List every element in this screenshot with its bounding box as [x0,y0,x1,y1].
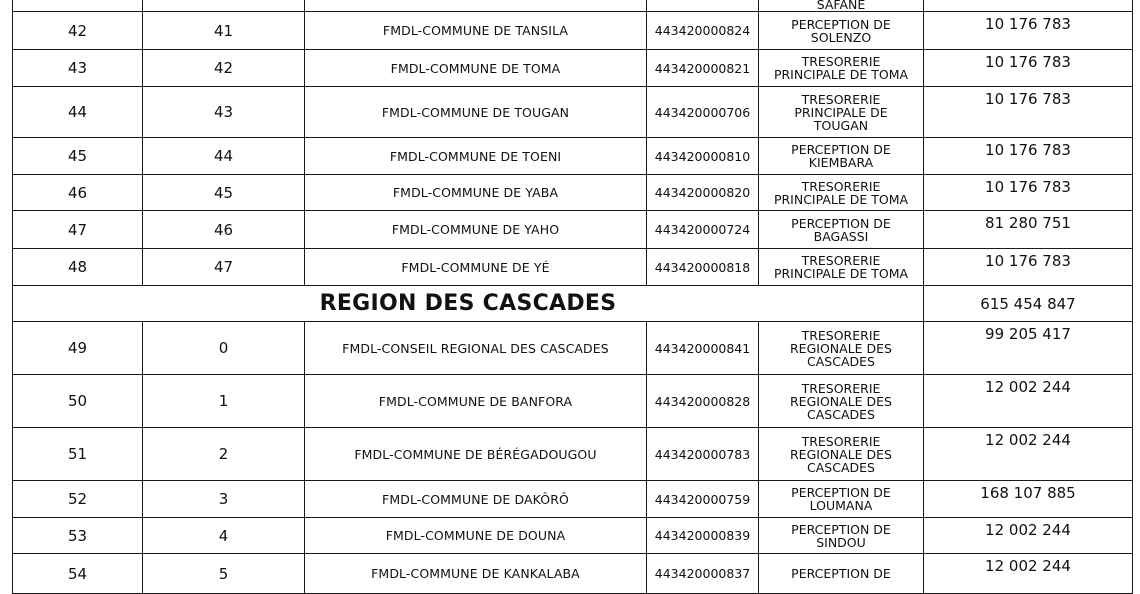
poste-line: PRINCIPALE DE TOMA [773,266,909,281]
region-total: 615 454 847 [924,286,1133,322]
beneficiary-cell: FMDL-COMMUNE DE DAKÔRÔ [305,481,647,518]
account-cell: 443420000828 [647,375,759,428]
poste-line: TRESORERIE [801,54,881,69]
poste-line: PERCEPTION DE [791,521,891,537]
table-row [13,518,1133,554]
poste-cell [759,375,924,428]
commune-index-cell: 1 [143,375,305,428]
poste-line: CASCADES [807,406,875,422]
table-row [13,554,1133,594]
poste-line: CASCADES [807,459,875,475]
poste-cell [759,249,924,286]
commune-index-cell: 45 [143,175,305,211]
table-row [13,12,1133,50]
poste-line: REGIONALE DES [790,446,892,462]
beneficiary-cell: FMDL-COMMUNE DE KANKALABA [305,554,647,594]
beneficiary-cell: FMDL-COMMUNE DE DOUNA [305,518,647,554]
row-number-cell: 48 [13,249,143,286]
poste-line: BAGASSI [813,228,869,244]
amount-cell: 81 280 751 [924,211,1133,249]
table-row [13,322,1133,375]
row-number-cell: 42 [13,12,143,50]
account-cell: 443420000837 [647,554,759,594]
poste-line: LOUMANA [809,498,873,513]
table-row [13,87,1133,138]
row-number-cell: 49 [13,322,143,375]
table-row [13,428,1133,481]
poste-line: REGIONALE DES [790,393,892,409]
poste-cell [759,175,924,211]
allocation-table [12,0,1133,594]
row-number-cell: 52 [13,481,143,518]
table-row [13,211,1133,249]
beneficiary-cell: FMDL-COMMUNE DE TOENI [305,138,647,175]
table-row-partial-top [13,0,1133,12]
amount-cell [924,0,1133,12]
commune-index-cell: 44 [143,138,305,175]
table-row [13,249,1133,286]
commune-index-cell: 5 [143,554,305,594]
poste-cell [759,50,924,87]
poste-line: PERCEPTION DE [791,485,891,500]
poste-line: SINDOU [816,534,866,550]
commune-index-cell: 3 [143,481,305,518]
poste-line: REGIONALE DES [790,340,892,356]
poste-cell [759,322,924,375]
beneficiary-cell: FMDL-COMMUNE DE YÉ [305,249,647,286]
table-row [13,175,1133,211]
poste-cell [759,481,924,518]
row-number-cell: 54 [13,554,143,594]
account-cell: 443420000821 [647,50,759,87]
account-cell: 443420000818 [647,249,759,286]
account-cell: 443420000841 [647,322,759,375]
poste-cell [759,138,924,175]
commune-index-cell: 47 [143,249,305,286]
table-body [13,0,1133,594]
row-number-cell: 45 [13,138,143,175]
beneficiary-cell: FMDL-COMMUNE DE YABA [305,175,647,211]
amount-cell: 12 002 244 [924,518,1133,554]
poste-line: PERCEPTION DE [791,215,891,231]
row-number-cell: 47 [13,211,143,249]
commune-index-cell: 4 [143,518,305,554]
poste-line: TRESORERIE [801,91,881,107]
beneficiary-cell: FMDL-COMMUNE DE TOMA [305,50,647,87]
poste-line: PRINCIPALE DE TOMA [773,67,909,82]
commune-index-cell: 0 [143,322,305,375]
amount-cell: 168 107 885 [924,481,1133,518]
amount-cell: 10 176 783 [924,175,1133,211]
poste-line: TOUGAN [813,117,869,133]
commune-index-cell: 42 [143,50,305,87]
beneficiary-cell: FMDL-COMMUNE DE YAHO [305,211,647,249]
table-row [13,481,1133,518]
commune-index-cell: 43 [143,87,305,138]
row-number-cell: 44 [13,87,143,138]
beneficiary-cell: FMDL-COMMUNE DE BANFORA [305,375,647,428]
poste-line: SAFANE [816,0,866,12]
poste-line: PRINCIPALE DE TOMA [773,191,909,207]
commune-index-cell: 2 [143,428,305,481]
beneficiary-cell: FMDL-COMMUNE DE BÉRÉGADOUGOU [305,428,647,481]
poste-line: CASCADES [807,353,875,369]
poste-cell [759,518,924,554]
poste-line: PERCEPTION DE [791,16,891,32]
poste-line: TRESORERIE [801,380,881,396]
account-cell: 443420000783 [647,428,759,481]
commune-index-cell: 41 [143,12,305,50]
account-cell: 443420000759 [647,481,759,518]
row-number-cell: 50 [13,375,143,428]
poste-line: SOLENZO [810,29,872,45]
poste-line: TRESORERIE [801,178,881,194]
account-cell: 443420000810 [647,138,759,175]
poste-line: TRESORERIE [801,327,881,343]
poste-line: PERCEPTION DE [791,142,891,157]
amount-cell: 10 176 783 [924,249,1133,286]
beneficiary-cell [305,0,647,12]
amount-cell: 10 176 783 [924,50,1133,87]
account-cell: 443420000724 [647,211,759,249]
table-row [13,375,1133,428]
poste-line: PRINCIPALE DE [794,104,888,120]
account-cell: 443420000839 [647,518,759,554]
poste-cell [759,428,924,481]
amount-cell: 12 002 244 [924,428,1133,481]
poste-cell [759,12,924,50]
poste-line: PERCEPTION DE [791,566,891,581]
poste-cell [759,554,924,594]
beneficiary-cell: FMDL-COMMUNE DE TOUGAN [305,87,647,138]
account-cell [647,0,759,12]
amount-cell: 10 176 783 [924,12,1133,50]
beneficiary-cell: FMDL-CONSEIL REGIONAL DES CASCADES [305,322,647,375]
beneficiary-cell: FMDL-COMMUNE DE TANSILA [305,12,647,50]
poste-line: KIEMBARA [808,155,874,170]
poste-cell [759,87,924,138]
table-row [13,50,1133,87]
amount-cell: 10 176 783 [924,138,1133,175]
commune-index-cell: 46 [143,211,305,249]
account-cell: 443420000824 [647,12,759,50]
poste-line: TRESORERIE [801,433,881,449]
amount-cell: 99 205 417 [924,322,1133,375]
region-header-row [13,286,1133,322]
row-number-cell [13,0,143,12]
poste-cell [759,211,924,249]
row-number-cell: 53 [13,518,143,554]
commune-index-cell [143,0,305,12]
amount-cell: 12 002 244 [924,375,1133,428]
row-number-cell: 51 [13,428,143,481]
account-cell: 443420000820 [647,175,759,211]
amount-cell: 10 176 783 [924,87,1133,138]
row-number-cell: 43 [13,50,143,87]
amount-cell: 12 002 244 [924,554,1133,594]
row-number-cell: 46 [13,175,143,211]
poste-line: TRESORERIE [801,253,881,268]
table-row [13,138,1133,175]
region-title: REGION DES CASCADES [13,286,924,322]
account-cell: 443420000706 [647,87,759,138]
poste-cell [759,0,924,12]
